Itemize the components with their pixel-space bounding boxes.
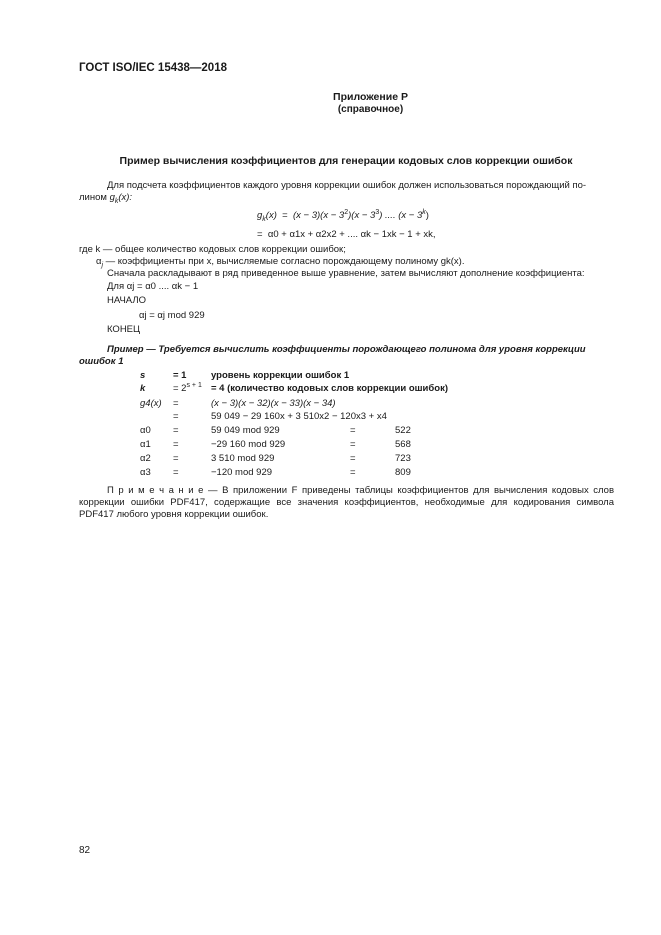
annex-title: Приложение Р <box>333 91 408 103</box>
coef-expr: −120 mod 929 <box>211 467 273 478</box>
coef-label: α0 <box>140 425 151 436</box>
coef-eq2: = <box>350 439 356 450</box>
loop-body: αj = αj mod 929 <box>139 310 205 321</box>
example-heading-1: Пример — Требуется вычислить коэффициенты порождающего полинома для уровня коррекции <box>107 344 586 355</box>
coef-expr: 59 049 mod 929 <box>211 425 280 436</box>
coef-eq2: = <box>350 425 356 436</box>
k-definition: где k — общее количество кодовых слов коррекции ошибок; <box>79 244 346 255</box>
page-number: 82 <box>79 845 91 856</box>
loop-end: КОНЕЦ <box>107 324 141 335</box>
example-g4-expanded: 59 049 − 29 160x + 3 510x2 − 120x3 + x4 <box>211 411 387 422</box>
example-s-desc: уровень коррекции ошибок 1 <box>211 370 350 381</box>
coef-label: α2 <box>140 453 151 464</box>
coef-expr: −29 160 mod 929 <box>211 439 286 450</box>
intro-line-1: Для подсчета коэффициентов каждого уровня коррекции ошибок должен использоваться порождающий по- <box>107 180 587 191</box>
note-paragraph: П р и м е ч а н и е — В приложении F приведены таблицы коэффициентов для вычисления кодовых слов коррекции ошибки PDF417, содержащие все значения коэффициентов, необходимые для кодирования символа PDF417 любого уровня коррекции ошибок. <box>79 485 615 520</box>
example-g4-eq: = <box>173 398 179 409</box>
document-header: ГОСТ ISO/IEC 15438—2018 <box>79 62 227 74</box>
coef-label: α3 <box>140 467 151 478</box>
coef-eq: = <box>173 425 179 436</box>
coef-eq: = <box>173 453 179 464</box>
example-k-eq: = $2^{s + 1}$ <box>173 381 202 394</box>
annex-subtitle: (справочное) <box>337 104 404 115</box>
coef-label: α1 <box>140 439 151 450</box>
formula-line-2: = α0 + α1x + α2x2 + .... αk − 1xk − 1 + xk, <box>257 229 436 240</box>
example-expanded-eq: = <box>173 411 179 422</box>
first-step: Сначала раскладывают в ряд приведенное выше уравнение, затем вычисляют дополнение коэффициента: <box>107 268 585 279</box>
coef-eq2: = <box>350 467 356 478</box>
coef-eq: = <box>173 467 179 478</box>
coef-result: 723 <box>395 453 411 464</box>
loop-begin: НАЧАЛО <box>107 295 146 306</box>
coef-result: 809 <box>395 467 411 478</box>
coef-expr: 3 510 mod 929 <box>211 453 275 464</box>
intro-line-2: лином $g_k(x)$: <box>79 192 133 205</box>
example-heading-2: ошибок 1 <box>79 356 124 367</box>
coef-eq2: = <box>350 453 356 464</box>
formula-line-1: $g_k(x) = (x - 3)(x - 3^2)(x - 3^3)$ .... $(x - 3^k)$ <box>257 208 429 223</box>
coef-result: 522 <box>395 425 411 436</box>
alpha-definition: $\alpha_j$ — коэффициенты при x, вычисляемые согласно порождающему полиному gk(x). <box>95 256 465 269</box>
example-s-label: s <box>140 370 146 381</box>
example-k-label: k <box>140 383 146 394</box>
example-g4-expr: (x − 3)(x − 32)(x − 33)(x − 34) <box>211 398 336 409</box>
example-s-eq: = 1 <box>173 370 187 381</box>
example-g4-label: g4(x) <box>140 398 162 409</box>
loop-for: Для αj = α0 .... αk − 1 <box>107 281 199 292</box>
example-k-desc: = 4 (количество кодовых слов коррекции ошибок) <box>211 383 448 394</box>
coef-result: 568 <box>395 439 411 450</box>
annex-heading: Пример вычисления коэффициентов для генерации кодовых слов коррекции ошибок <box>119 155 573 167</box>
coef-eq: = <box>173 439 179 450</box>
